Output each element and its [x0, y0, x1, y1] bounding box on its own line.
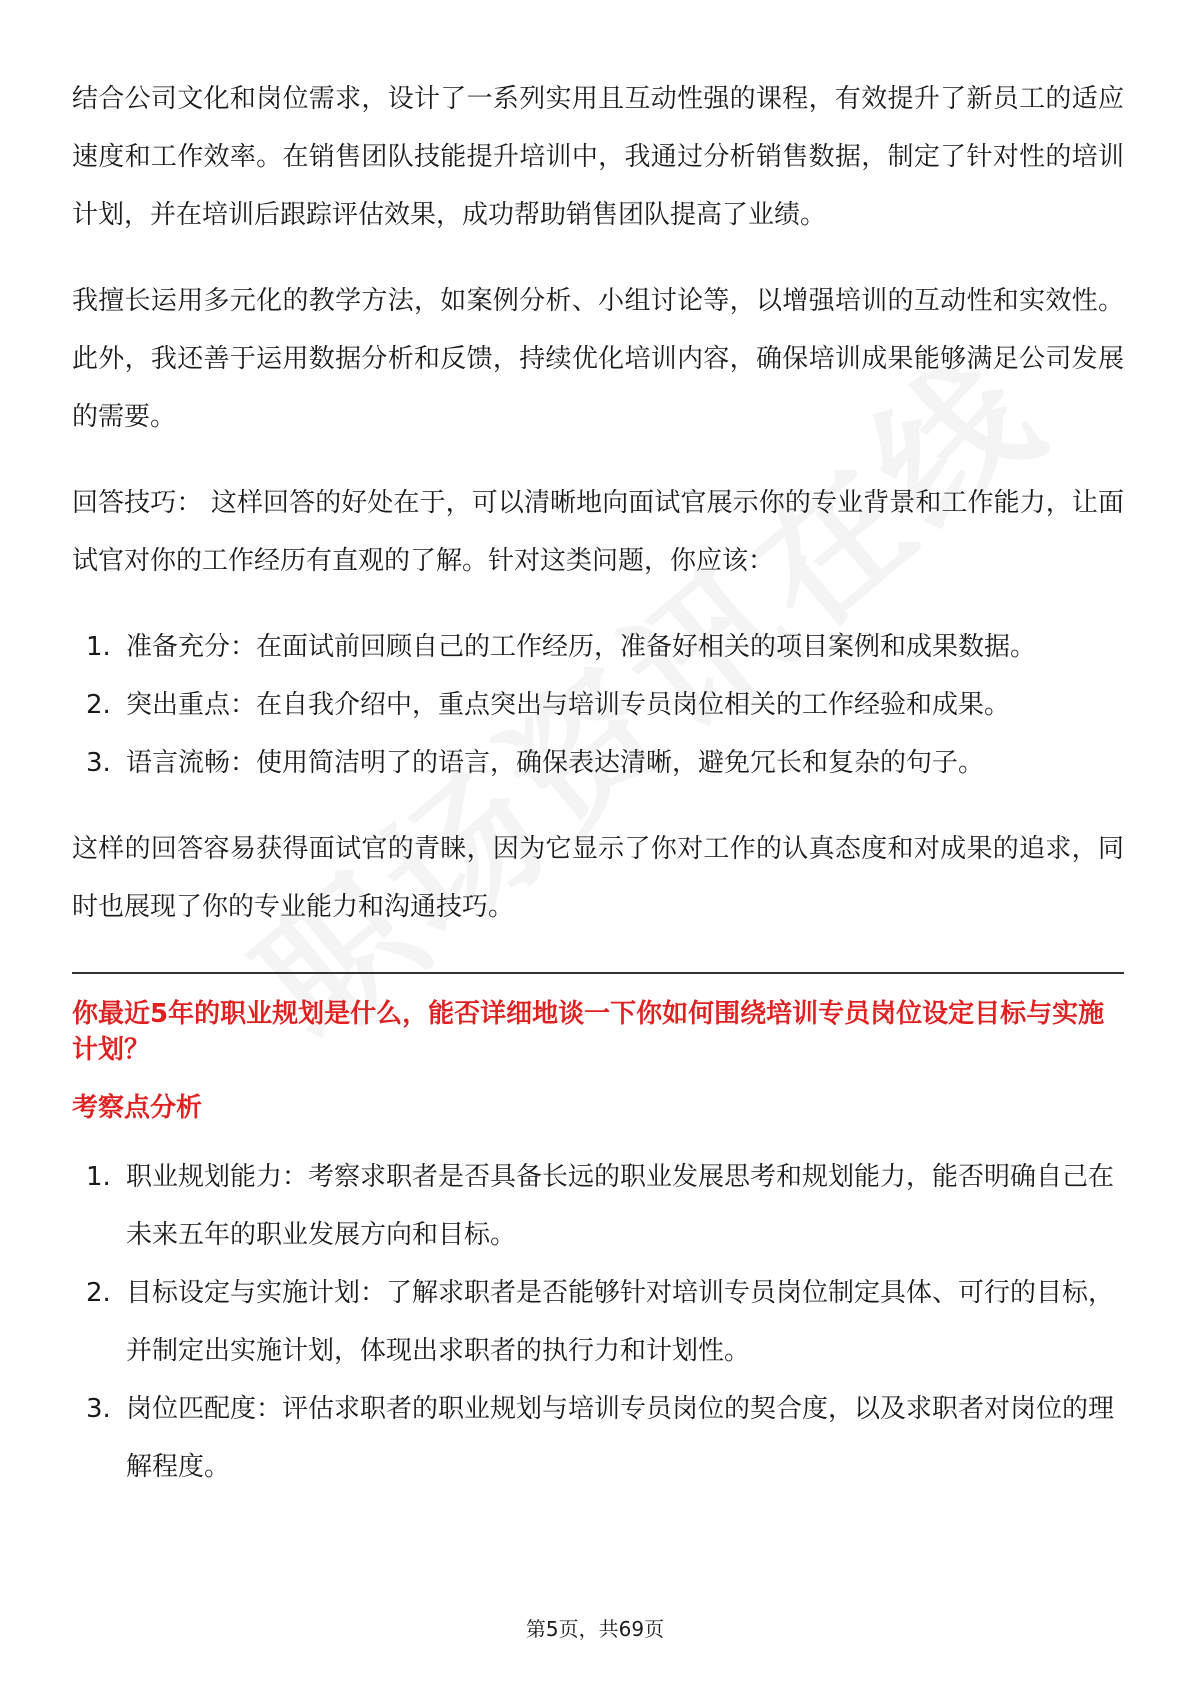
list-item-text: 职业规划能力：考察求职者是否具备长远的职业发展思考和规划能力，能否明确自己在未来五年的职业发展方向和目标。 [126, 1162, 1115, 1250]
list-item-text: 突出重点：在自我介绍中，重点突出与培训专员岗位相关的工作经验和成果。 [126, 690, 1011, 720]
list-item [72, 1380, 1124, 1496]
list-item-text: 准备充分：在面试前回顾自己的工作经历，准备好相关的项目案例和成果数据。 [126, 632, 1037, 662]
list-number: 3. [86, 1394, 111, 1424]
list-item-text: 语言流畅：使用简洁明了的语言，确保表达清晰，避免冗长和复杂的句子。 [126, 748, 985, 778]
list-item [72, 1264, 1124, 1380]
list-number: 2. [86, 1278, 111, 1308]
list-number: 1. [86, 1162, 111, 1192]
list-number: 2. [86, 690, 111, 720]
list-number: 1. [86, 632, 111, 662]
list-item [72, 618, 1124, 676]
page-footer: 第5页，共69页 [525, 1617, 665, 1641]
list-item [72, 676, 1124, 734]
list-item [72, 734, 1124, 792]
document-body [72, 70, 1124, 1524]
answer-tips-intro: 回答技巧： 这样回答的好处在于，可以清晰地向面试官展示你的专业背景和工作能力，让面试官对你的工作经历有直观的了解。针对这类问题，你应该： [72, 488, 1124, 576]
analysis-list [72, 1148, 1124, 1496]
list-item-text: 岗位匹配度：评估求职者的职业规划与培训专员岗位的契合度，以及求职者对岗位的理解程度。 [126, 1394, 1115, 1482]
closing-paragraph: 这样的回答容易获得面试官的青睐，因为它显示了你对工作的认真态度和对成果的追求，同时也展现了你的专业能力和沟通技巧。 [72, 834, 1124, 922]
tips-list [72, 618, 1124, 792]
paragraph: 我擅长运用多元化的教学方法，如案例分析、小组讨论等，以增强培训的互动性和实效性。此外，我还善于运用数据分析和反馈，持续优化培训内容，确保培训成果能够满足公司发展的需要。 [72, 286, 1124, 432]
list-number: 3. [86, 748, 111, 778]
paragraph: 结合公司文化和岗位需求，设计了一系列实用且互动性强的课程，有效提升了新员工的适应速度和工作效率。在销售团队技能提升培训中，我通过分析销售数据，制定了针对性的培训计划，并在培训后跟踪评估效果，成功帮助销售团队提高了业绩。 [72, 84, 1124, 230]
question-heading: 你最近5年的职业规划是什么，能否详细地谈一下你如何围绕培训专员岗位设定目标与实施计划？ [72, 999, 1105, 1065]
divider [72, 972, 1124, 974]
list-item [72, 1148, 1124, 1264]
list-item-text: 目标设定与实施计划：了解求职者是否能够针对培训专员岗位制定具体、可行的目标，并制定出实施计划，体现出求职者的执行力和计划性。 [126, 1278, 1115, 1366]
analysis-title: 考察点分析 [72, 1093, 203, 1123]
